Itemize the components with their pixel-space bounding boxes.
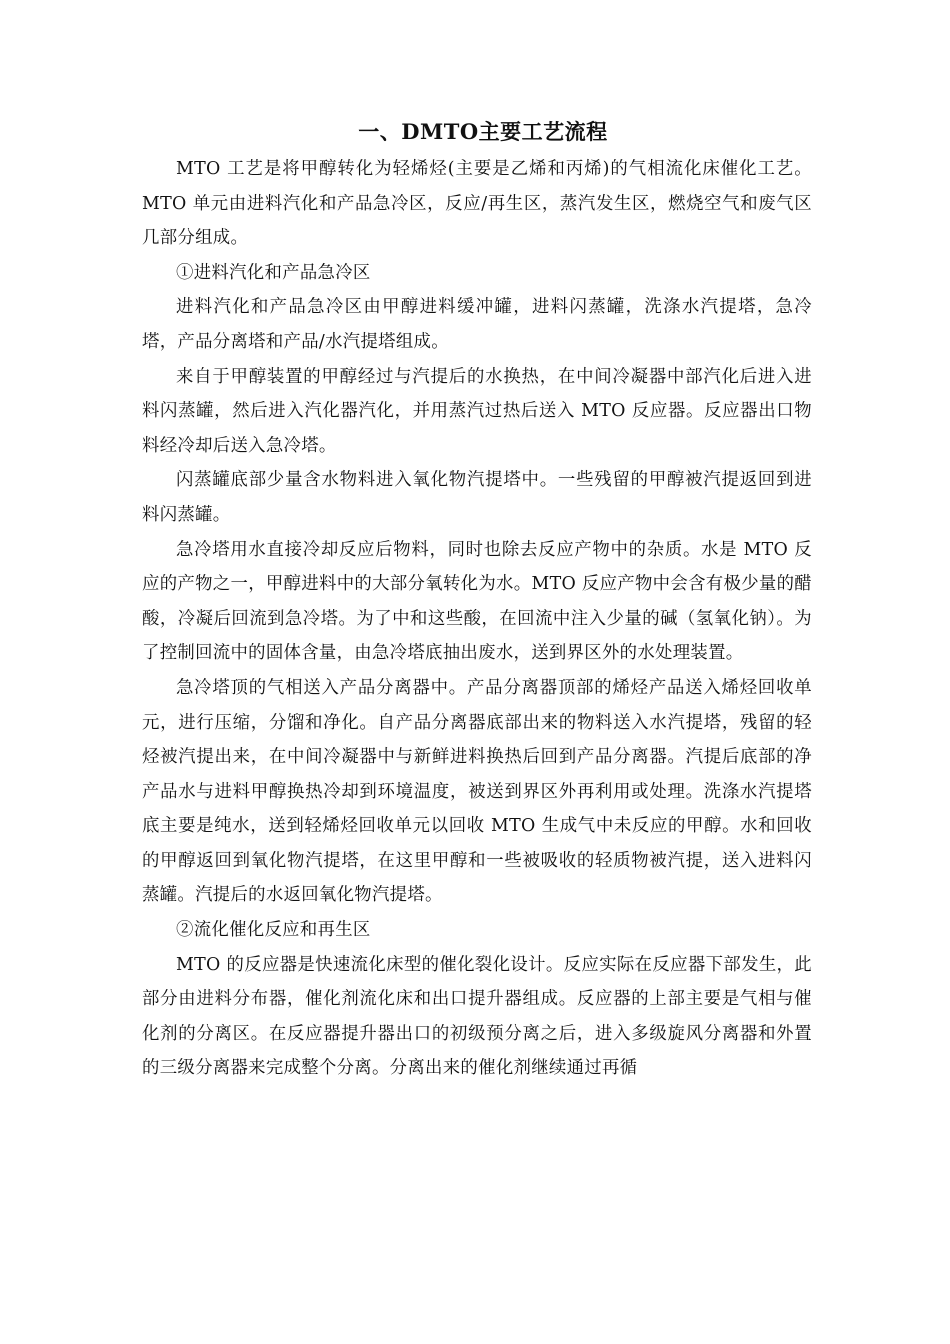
document-title: 一、DMTO主要工艺流程 [358, 119, 608, 144]
document-page [142, 114, 812, 1086]
section-heading-fluidized-reaction: ②流化催化反应和再生区 [176, 920, 371, 941]
paragraph-quench-tower: 急冷塔用水直接冷却反应后物料，同时也除去反应产物中的杂质。水是 MTO 反应的产物之一，甲醇进料中的大部分氧转化为水。MTO 反应产物中会含有极少量的醋酸，冷凝后回流到急冷塔。为了中和这些酸，在回流中注入少量的碱（氢氧化钠）。为了控制回流中的固体含量，由急冷塔底抽出废水，送到界区外的水处理装置。 [142, 539, 812, 664]
paragraph-reactor-design: MTO 的反应器是快速流化床型的催化裂化设计。反应实际在反应器下部发生，此部分由进料分布器，催化剂流化床和出口提升器组成。反应器的上部主要是气相与催化剂的分离区。在反应器提升器出口的初级预分离之后，进入多级旋风分离器和外置的三级分离器来完成整个分离。分离出来的催化剂继续通过再循 [142, 954, 812, 1079]
section-heading-feed-vaporization: ①进料汽化和产品急冷区 [176, 262, 371, 283]
paragraph-intro: MTO 工艺是将甲醇转化为轻烯烃(主要是乙烯和丙烯)的气相流化床催化工艺。MTO 单元由进料汽化和产品急冷区，反应/再生区，蒸汽发生区，燃烧空气和废气区几部分组成。 [142, 159, 812, 249]
paragraph-flash-drum: 闪蒸罐底部少量含水物料进入氧化物汽提塔中。一些残留的甲醇被汽提返回到进料闪蒸罐。 [142, 470, 812, 525]
paragraph-methanol-route: 来自于甲醇装置的甲醇经过与汽提后的水换热，在中间冷凝器中部汽化后进入进料闪蒸罐，然后进入汽化器汽化，并用蒸汽过热后送入 MTO 反应器。反应器出口物料经冷却后送入急冷塔。 [142, 366, 812, 456]
paragraph-feed-composition: 进料汽化和产品急冷区由甲醇进料缓冲罐，进料闪蒸罐，洗涤水汽提塔，急冷塔，产品分离塔和产品/水汽提塔组成。 [142, 297, 812, 352]
paragraph-product-separator: 急冷塔顶的气相送入产品分离器中。产品分离器顶部的烯烃产品送入烯烃回收单元，进行压缩，分馏和净化。自产品分离器底部出来的物料送入水汽提塔，残留的轻烃被汽提出来，在中间冷凝器中与新鲜进料换热后回到产品分离器。汽提后底部的净产品水与进料甲醇换热冷却到环境温度，被送到界区外再利用或处理。洗涤水汽提塔底主要是纯水，送到轻烯烃回收单元以回收 MTO 生成气中未反应的甲醇。水和回收的甲醇返回到氧化物汽提塔，在这里甲醇和一些被吸收的轻质物被汽提，送入进料闪蒸罐。汽提后的水返回氧化物汽提塔。 [142, 677, 812, 906]
